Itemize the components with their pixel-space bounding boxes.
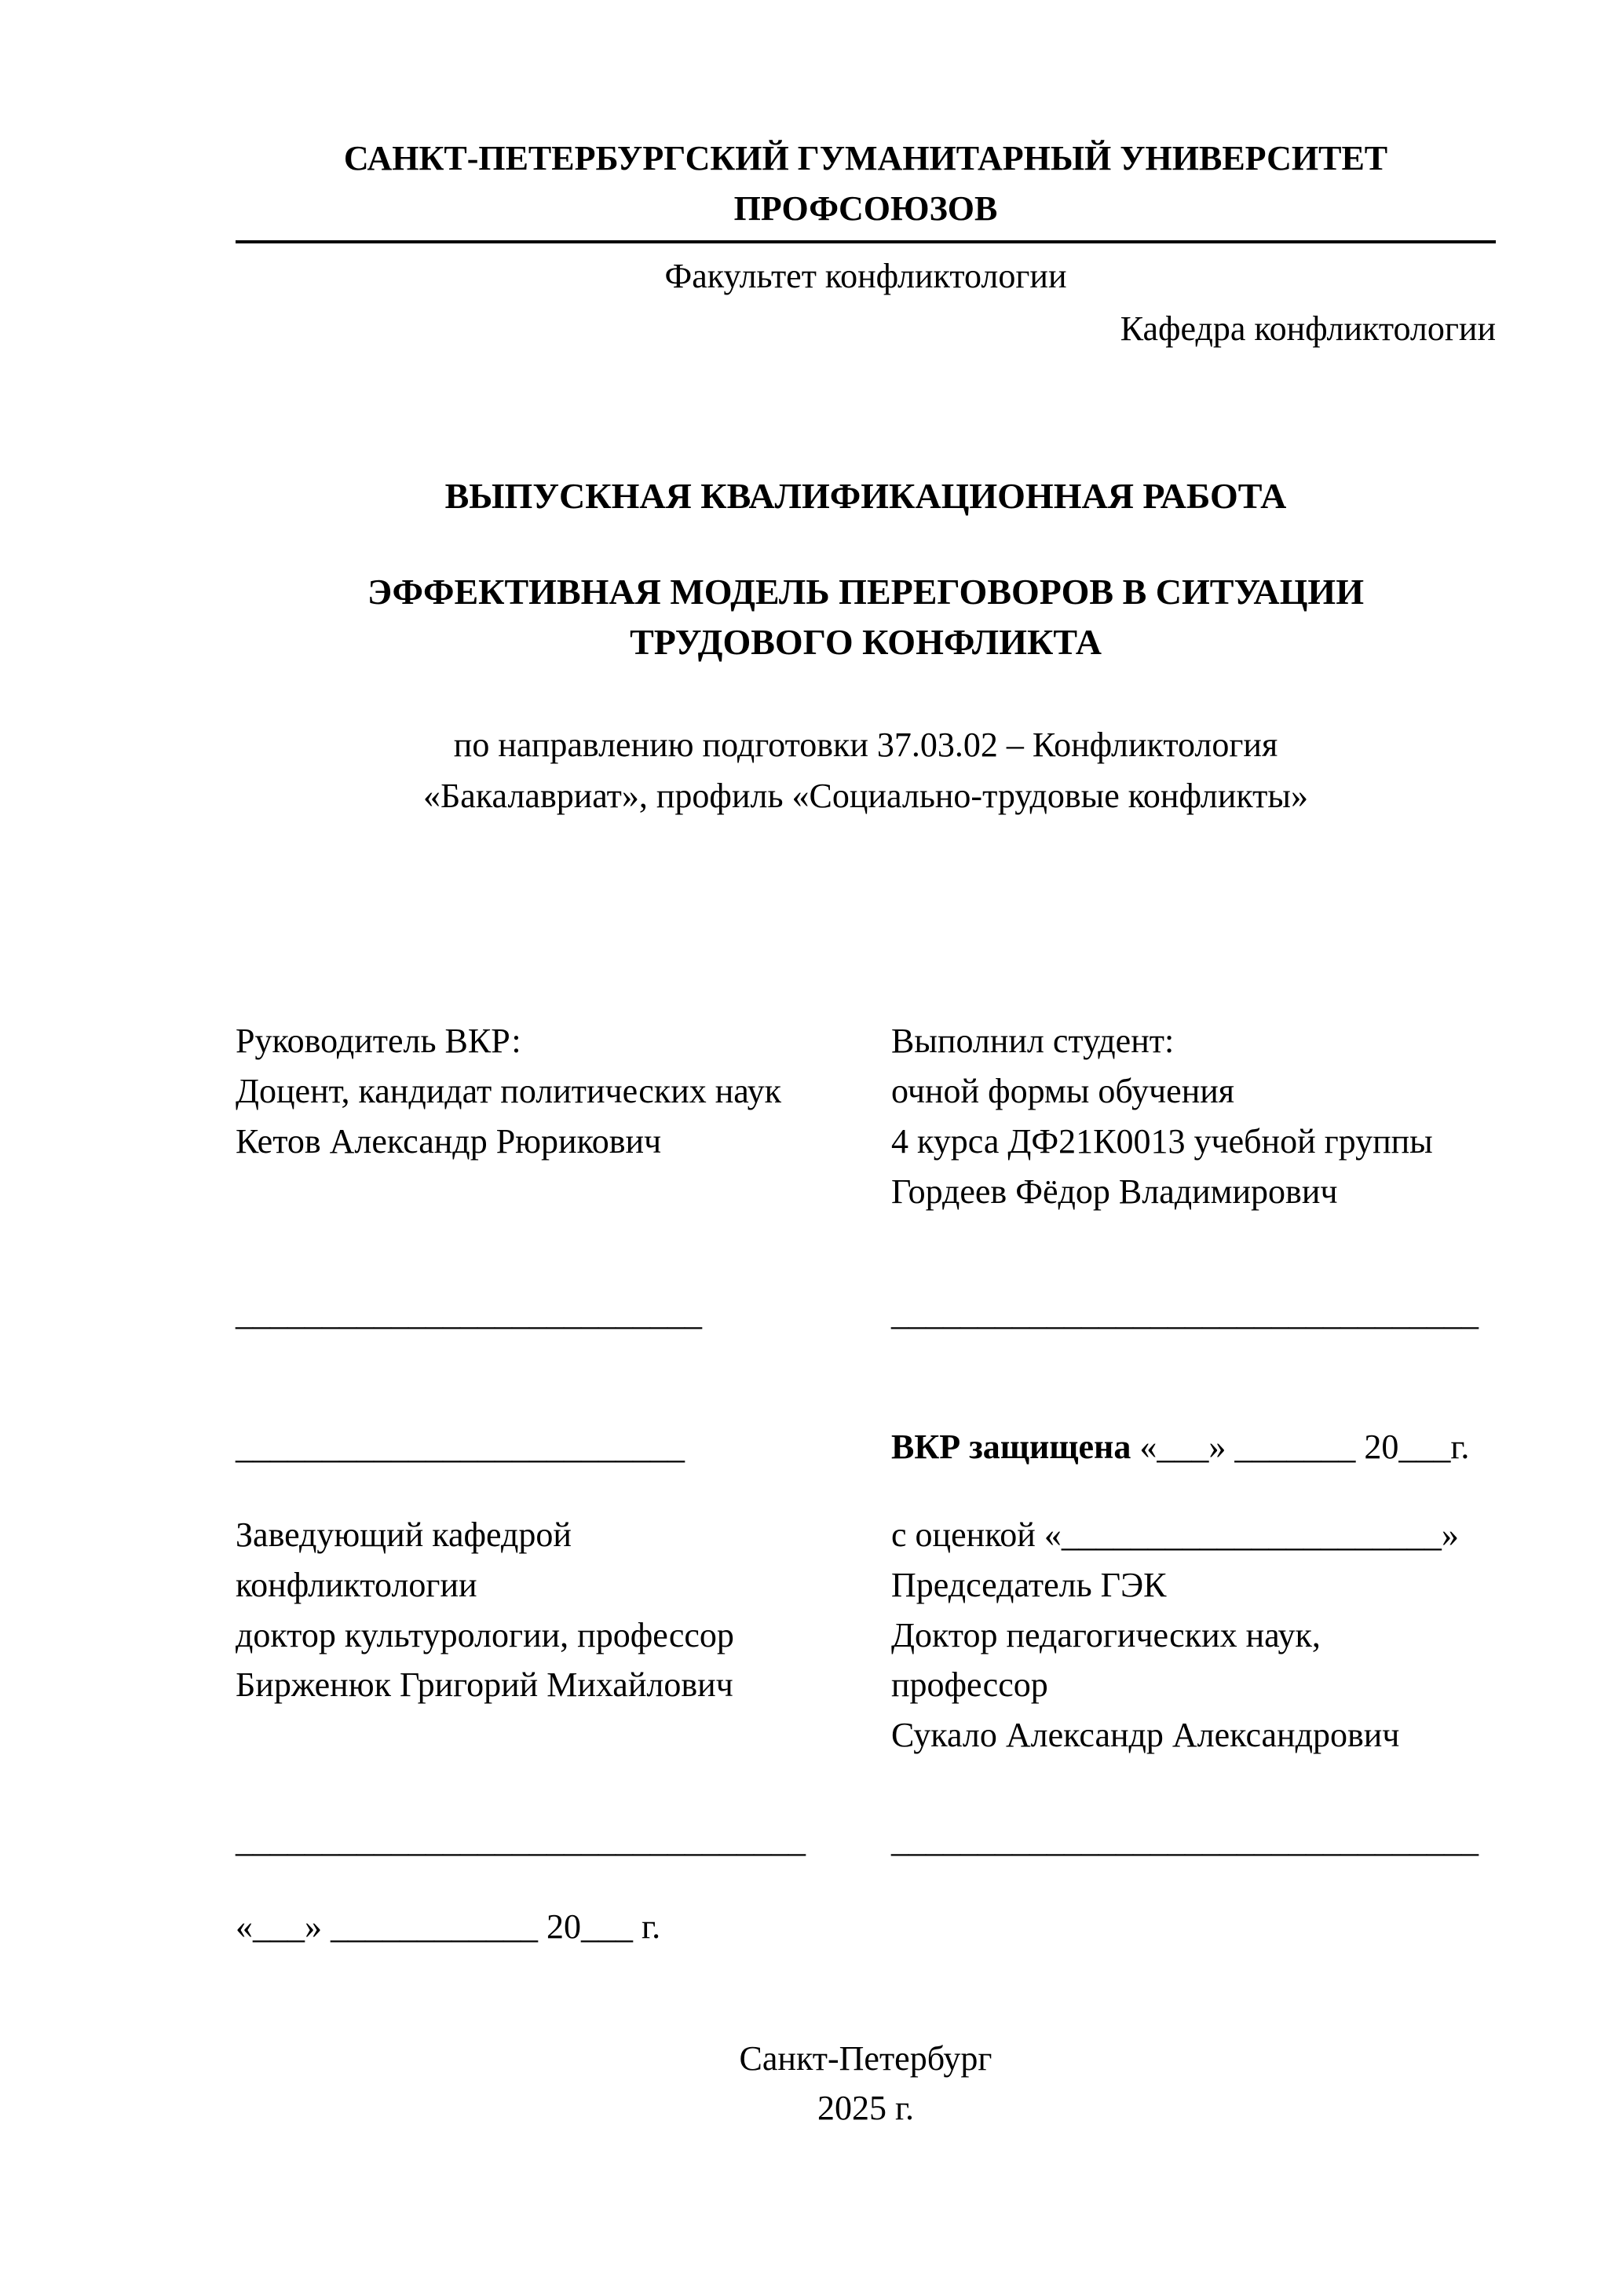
work-type-heading: ВЫПУСКНАЯ КВАЛИФИКАЦИОННАЯ РАБОТА — [444, 476, 1287, 517]
committee-chairman-label: Председатель ГЭК — [891, 1565, 1167, 1604]
parties-block — [236, 1016, 1496, 1216]
department-line: Кафедра конфликтологии — [1120, 309, 1496, 349]
defense-label: ВКР защищена — [891, 1428, 1131, 1467]
supervisor-degree: Доцент, кандидат политических наук — [236, 1072, 781, 1111]
thesis-title: ЭФФЕКТИВНАЯ МОДЕЛЬ ПЕРЕГОВОРОВ В СИТУАЦИИ ТРУДОВОГО КОНФЛИКТА — [367, 571, 1364, 663]
student-label: Выполнил студент: — [891, 1022, 1175, 1061]
officials-block — [236, 1510, 1496, 1760]
supervisor-name: Кетов Александр Рюрикович — [236, 1121, 662, 1161]
chairman-name: Сукало Александр Александрович — [891, 1716, 1400, 1755]
city-line: Санкт-Петербург — [739, 2038, 992, 2078]
committee-block — [891, 1510, 1496, 1760]
program-profile: «Бакалавриат», профиль «Социально-трудовые конфликты» — [423, 777, 1308, 816]
defense-date-blanks: «___» _______ 20___г. — [1131, 1428, 1470, 1467]
student-name: Гордеев Фёдор Владимирович — [891, 1172, 1338, 1211]
program-direction: по направлению подготовки 37.03.02 – Конфликтология — [453, 725, 1278, 764]
head-title-line-1: Заведующий кафедрой — [236, 1515, 572, 1555]
student-signature-line: __________________________________ — [891, 1294, 1479, 1333]
grade-line: с оценкой «______________________» — [891, 1515, 1459, 1555]
head-degree: доктор культурологии, профессор — [236, 1615, 734, 1654]
defense-row — [236, 1422, 1496, 1472]
head-signature-line-2: _________________________________ — [236, 1821, 806, 1860]
student-education-form: очной формы обучения — [891, 1072, 1235, 1111]
supervisor-signature-line: ___________________________ — [236, 1294, 702, 1333]
chairman-signature-line: __________________________________ — [891, 1821, 1479, 1860]
signature-row-2 — [236, 1815, 1496, 1866]
signature-row-1 — [236, 1289, 1496, 1339]
chairman-degree-line-1: Доктор педагогических наук, — [891, 1615, 1321, 1654]
head-signature-line-1: __________________________ — [236, 1428, 685, 1467]
student-block — [891, 1016, 1496, 1216]
head-name: Бирженюк Григорий Михайлович — [236, 1665, 733, 1705]
chairman-degree-line-2: профессор — [891, 1665, 1048, 1705]
head-date-line: «___» ____________ 20___ г. — [236, 1907, 661, 1946]
supervisor-block — [236, 1016, 891, 1166]
year-line: 2025 г. — [817, 2089, 915, 2128]
head-title-line-2: конфликтологии — [236, 1565, 477, 1604]
university-name: САНКТ-ПЕТЕРБУРГСКИЙ ГУМАНИТАРНЫЙ УНИВЕРСИТЕТ ПРОФСОЮЗОВ — [236, 133, 1496, 243]
faculty-line: Факультет конфликтологии — [664, 256, 1067, 295]
supervisor-label: Руководитель ВКР: — [236, 1022, 521, 1061]
defense-line — [891, 1422, 1496, 1472]
head-of-department-block — [236, 1510, 891, 1710]
student-group: 4 курса ДФ21К0013 учебной группы — [891, 1121, 1433, 1161]
